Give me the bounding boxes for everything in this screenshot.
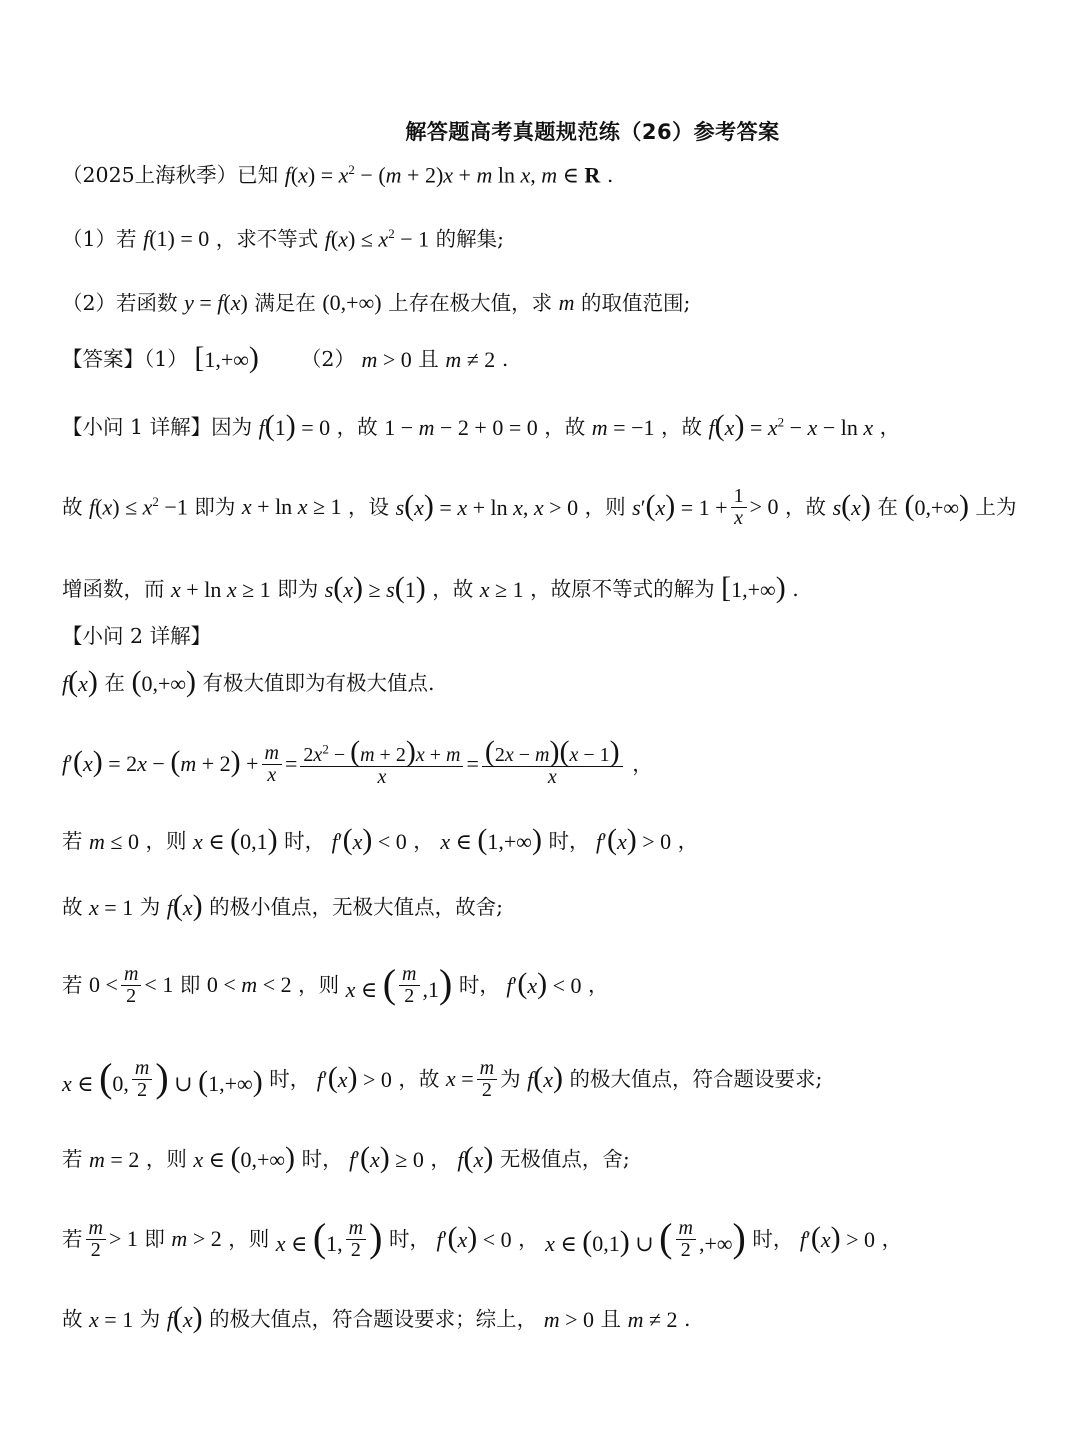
case-m-gt-2: 若 $\frac{m}{2}$ > 1 即 m > 2 ，则 x ∈ (1, $\frac{m}{2}$ ) 时， f′(x) < 0 ， x ∈ (0,1) ∪ ( $\frac{m}{2}$ ,+∞) 时， f′(x) > 0 ， [62, 1214, 903, 1261]
case-0-lt-m-lt-2: 若 0 < $\frac{m}{2}$ < 1 即 0 < m < 2 ，则 x ∈ ( $\frac{m}{2}$ ,1) 时， f′(x) < 0 ， [62, 960, 609, 1007]
case-m-le-0: 若 m ≤ 0 ，则 x ∈ (0,1) 时， f′(x) < 0 ， x ∈ (1,+∞) 时， f′(x) > 0 ， [62, 823, 699, 856]
conclusion: 故 x = 1 为 f(x) 的极大值点，符合题设要求；综上， m > 0 且 m ≠ 2 . [62, 1301, 691, 1334]
answer-line: 【答案】（1） [1,+∞) （2） m > 0 且 m ≠ 2 . [62, 341, 509, 374]
detail-2-heading: 【小问 2 详解】 [62, 624, 212, 648]
derivative-line: f′(x) = 2x − (m + 2) + $\frac{m}{x}$ = $\frac{2x^2 - (m + 2)x + m}{x}$ = $\frac{(2x - m)(x - 1)}{x}$ ， [62, 735, 653, 788]
problem-statement: （2025上海秋季）已知 $f(x) = x^2 - (m + 2)x + m$ ln x, m ∈ R . [62, 162, 614, 188]
detail-1-line-3: 增函数，而 x + ln x ≥ 1 即为 s(x) ≥ s(1) ，故 x ≥ 1 ，故原不等式的解为 [1,+∞) . [62, 571, 799, 604]
detail-1-line-1: 【小问 1 详解】因为 f(1) = 0 ，故 1 − m − 2 + 0 = 0 ，故 m = −1 ，故 $f(x) = x^2 - x - \ln x$ ， [62, 409, 901, 442]
detail-1-line-2: 故 $f(x) \le x^2 -1$ 即为 x + ln x ≥ 1 ，设 s(x) = x + ln x, x > 0 ，则 s′(x) = 1 + $\frac{1}{x}$ > 0 ，故 s(x) 在 (0,+∞) 上为 [62, 485, 1017, 529]
case-0-lt-m-lt-2-result: x ∈ (0, $\frac{m}{2}$ ) ∪ (1,+∞) 时， f′(x) > 0 ，故 x = $\frac{m}{2}$ 为 f(x) 的极大值点，符合题设要求; [62, 1054, 823, 1101]
detail-2-line-1: f(x) 在 (0,+∞) 有极大值即为有极大值点. [62, 665, 435, 698]
question-2: （2）若函数 y = f(x) 满足在 (0,+∞) 上存在极大值，求 m 的取值范围; [62, 290, 691, 315]
question-1: （1）若 f(1) = 0 ，求不等式 $f(x) \le x^2 - 1$ 的解集; [62, 226, 505, 252]
page-title: 解答题高考真题规范练（26）参考答案 [405, 120, 780, 144]
case-m-le-0-result: 故 x = 1 为 f(x) 的极小值点，无极大值点，故舍; [62, 889, 504, 922]
case-m-eq-2: 若 m = 2 ，则 x ∈ (0,+∞) 时， f′(x) ≥ 0 ， f(x) 无极值点，舍; [62, 1141, 630, 1174]
